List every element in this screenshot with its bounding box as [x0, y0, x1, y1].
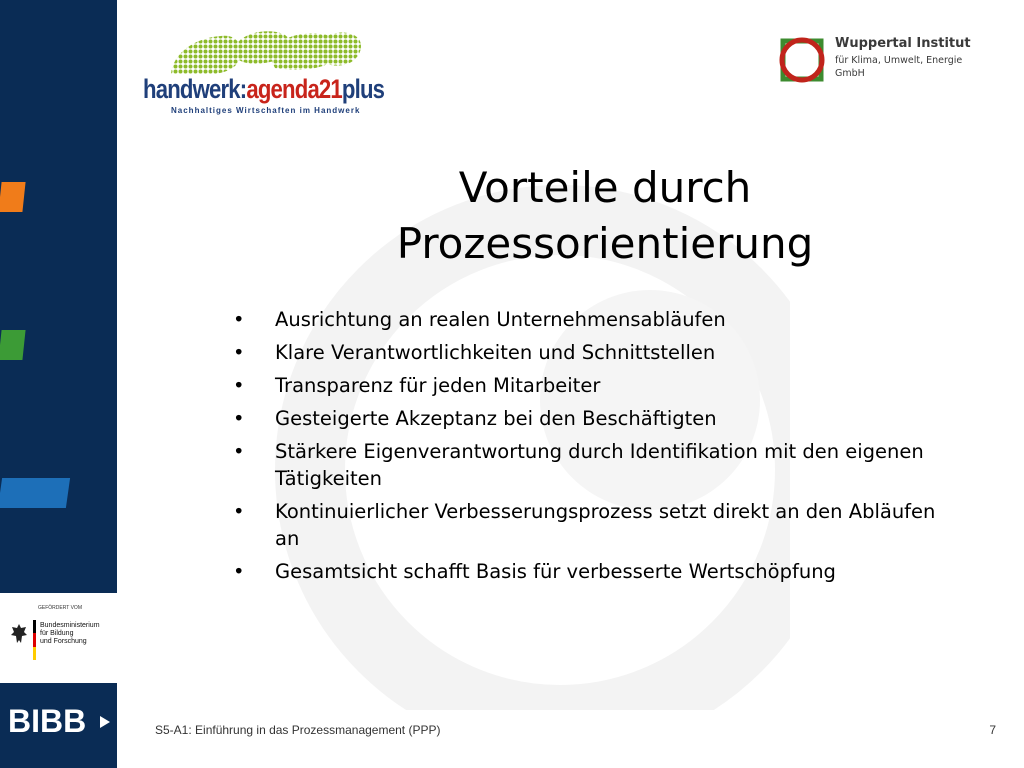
bullet-icon: • — [233, 308, 245, 331]
bullet-icon: • — [233, 500, 245, 523]
list-item — [228, 372, 958, 399]
bullet-icon: • — [233, 440, 245, 463]
funded-by-label: GEFÖRDERT VOM — [38, 605, 82, 611]
bibb-logo — [0, 683, 117, 768]
bullet-text: Gesamtsicht schafft Basis für verbesserte Wertschöpfung — [275, 560, 836, 583]
eagle-icon — [10, 623, 28, 645]
list-item — [228, 339, 958, 366]
wuppertal-institut-logo — [778, 34, 988, 84]
handwerk-agenda21plus-logo — [143, 24, 383, 119]
wuppertal-mark-icon — [778, 36, 826, 84]
list-item — [228, 306, 958, 333]
bullet-icon: • — [233, 560, 245, 583]
blue-stripe — [0, 478, 70, 508]
bmbf-line1: Bundesministerium — [40, 622, 100, 629]
handwerk-agenda21plus-wordmark — [143, 74, 384, 105]
slide-title — [330, 160, 880, 272]
wordmark-agenda21: agenda21 — [246, 74, 342, 104]
bmbf-line3: und Forschung — [40, 638, 87, 645]
title-line1: Vorteile durch — [458, 163, 752, 212]
list-item — [228, 438, 958, 492]
bullet-icon: • — [233, 341, 245, 364]
bmbf-name — [40, 622, 100, 646]
bullet-text: Gesteigerte Akzeptanz bei den Beschäftigten — [275, 407, 717, 430]
wordmark-handwerk: handwerk: — [143, 74, 247, 104]
orange-stripe — [0, 182, 26, 212]
title-line2: Prozessorientierung — [396, 219, 814, 268]
bmbf-logo — [0, 593, 117, 683]
bullet-list — [228, 306, 958, 591]
bullet-text: Transparenz für jeden Mitarbeiter — [275, 374, 601, 397]
wuppertal-line2: für Klima, Umwelt, Energie — [835, 55, 963, 66]
bibb-wordmark: BIBB — [8, 703, 87, 739]
left-sidebar — [0, 0, 117, 593]
list-item — [228, 405, 958, 432]
footer-text: S5-A1: Einführung in das Prozessmanagement (PPP) — [155, 723, 441, 737]
bullet-text: Stärkere Eigenverantwortung durch Identifikation mit den eigenen Tätigkeiten — [275, 440, 924, 490]
bmbf-line2: für Bildung — [40, 630, 74, 637]
bullet-text: Kontinuierlicher Verbesserungsprozess setzt direkt an den Abläufen an — [275, 500, 936, 550]
list-item — [228, 558, 958, 585]
list-item — [228, 498, 958, 552]
bullet-icon: • — [233, 374, 245, 397]
handwerk-tagline: Nachhaltiges Wirtschaften im Handwerk — [171, 106, 361, 115]
arrow-icon — [100, 716, 110, 728]
german-flag-icon — [33, 620, 36, 660]
wuppertal-line1: Wuppertal Institut — [835, 36, 971, 51]
green-stripe — [0, 330, 26, 360]
page-number: 7 — [989, 723, 996, 737]
bullet-text: Ausrichtung an realen Unternehmensabläufen — [275, 308, 726, 331]
wuppertal-line3: GmbH — [835, 68, 865, 79]
bullet-text: Klare Verantwortlichkeiten und Schnittstellen — [275, 341, 716, 364]
bullet-icon: • — [233, 407, 245, 430]
wordmark-plus: plus — [341, 74, 385, 104]
